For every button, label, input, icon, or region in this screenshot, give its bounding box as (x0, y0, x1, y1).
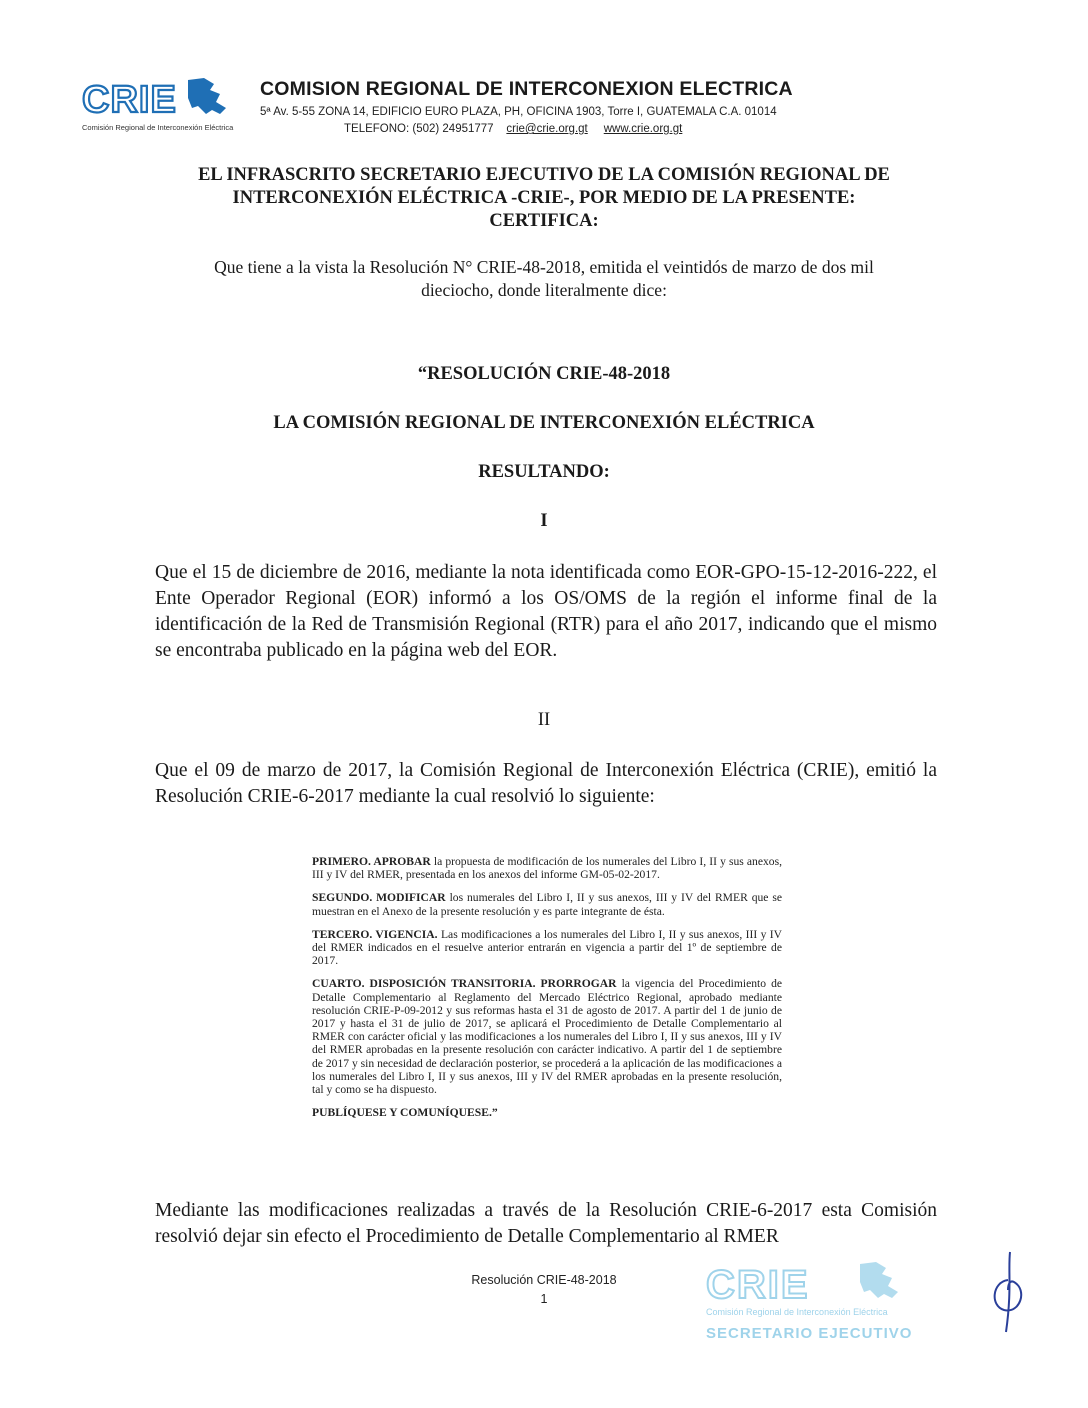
section-2-followup: Mediante las modificaciones realizadas a través de la Resolución CRIE-6-2017 esta Comisión resolvió dejar sin efecto el Procedimiento de Detalle Complementario al RMER (155, 1200, 937, 1247)
quote-item-tercero: TERCERO. VIGENCIA. Las modificaciones a los numerales del Libro I, II y sus anexos, III y IV del RMER indicados en el resuelve anterior entrarán en vigencia a partir del 1º de septiembre de 2017. (312, 927, 782, 968)
quote-item-cuarto: CUARTO. DISPOSICIÓN TRANSITORIA. PRORROGAR la vigencia del Procedimiento de Detalle Complementario al Reglamento del Mercado Eléctrico Regional, aprobado mediante resolución CRIE-P-09-2012 y sus reformas hasta el 31 de agosto de 2017. A partir del 1 de junio de 2017 y hasta el 31 de julio de 2017, se aplicará el Procedimiento de Detalle Complementario al RMER con carácter oficial y las modificaciones a los numerales del Libro I, II y sus anexos, III y IV del RMER aprobadas en la presente resolución con carácter indicativo. A partir del 1 de septiembre de 2017 y sin necesidad de declaración posterior, se procederá a la aplicación de las modificaciones a los numerales del Libro I, II y sus anexos, III y IV del RMER aprobadas en la presente resolución, tal y como se ha dispuesto. (312, 977, 783, 1097)
website-link[interactable]: www.crie.org.gt (603, 123, 683, 135)
certification-intro (150, 256, 938, 302)
section-numeral: I (540, 511, 548, 531)
heading-line: CERTIFICA: (489, 211, 599, 231)
heading-line: INTERCONEXIÓN ELÉCTRICA -CRIE-, POR MEDIO DE LA PRESENTE: (232, 188, 856, 208)
resolution-title: “RESOLUCIÓN CRIE-48-2018 (417, 364, 671, 384)
stamp-map-icon (860, 1262, 898, 1298)
signature (984, 1250, 1034, 1334)
stamp-logo-text: CRIE (706, 1263, 810, 1307)
quote-item-segundo: SEGUNDO. MODIFICAR los numerales del Libro I, II y sus anexos, III y IV del RMER que se muestran en el Anexo de la presente resolución y es parte integrante de ésta. (312, 891, 782, 918)
secretary-stamp (700, 1258, 950, 1350)
quote-closing: PUBLÍQUESE Y COMUNÍQUESE.” (312, 1106, 498, 1120)
certification-heading (140, 164, 948, 233)
section-2-paragraph: Que el 09 de marzo de 2017, la Comisión Regional de Interconexión Eléctrica (CRIE), emitió la Resolución CRIE-6-2017 mediante la cual resolvió lo siguiente: (155, 760, 937, 807)
org-name: COMISION REGIONAL DE INTERCONEXION ELECTRICA (260, 78, 793, 100)
section-numeral: II (537, 710, 551, 730)
resultando-heading: RESULTANDO: (478, 462, 610, 482)
heading-line: EL INFRASCRITO SECRETARIO EJECUTIVO DE LA COMISIÓN REGIONAL DE (198, 165, 890, 185)
logo-text: CRIE (82, 79, 177, 121)
intro-line: Que tiene a la vista la Resolución N° CRIE-48-2018, emitida el veintidós de marzo de dos mil (214, 257, 874, 277)
quoted-resolution (312, 855, 782, 1129)
org-contact (344, 123, 682, 135)
phone: TELEFONO: (502) 24951777 (344, 123, 494, 135)
org-address: 5ª Av. 5-55 ZONA 14, EDIFICIO EURO PLAZA, PH, OFICINA 1903, Torre I, GUATEMALA C.A. 01014 (260, 106, 777, 118)
page-number: 1 (540, 1292, 548, 1306)
stamp-subtitle: Comisión Regional de Interconexión Eléctrica (706, 1307, 888, 1317)
commission-heading: LA COMISIÓN REGIONAL DE INTERCONEXIÓN ELÉCTRICA (273, 413, 815, 433)
crie-logo (80, 74, 250, 134)
logo-subtitle: Comisión Regional de Interconexión Eléctrica (82, 123, 234, 132)
central-america-map-icon (188, 78, 226, 114)
footer-doc-ref: Resolución CRIE-48-2018 (471, 1273, 617, 1287)
stamp-title: SECRETARIO EJECUTIVO (706, 1325, 913, 1342)
intro-line: dieciocho, donde literalmente dice: (421, 280, 667, 300)
email-link[interactable]: crie@crie.org.gt (506, 123, 588, 135)
quote-item-primero: PRIMERO. APROBAR la propuesta de modificación de los numerales del Libro I, II y sus anexos, III y IV del RMER, presentada en los anexos del informe GM-05-02-2017. (312, 855, 782, 882)
letterhead (80, 74, 860, 138)
section-1-paragraph: Que el 15 de diciembre de 2016, mediante la nota identificada como EOR-GPO-15-12-2016-222, el Ente Operador Regional (EOR) informó a los OS/OMS de la región el informe final de la identificación de la Red de Transmisión Regional (RTR) para el año 2017, indicando que el mismo se encontraba publicado en la página web del EOR. (155, 562, 937, 661)
